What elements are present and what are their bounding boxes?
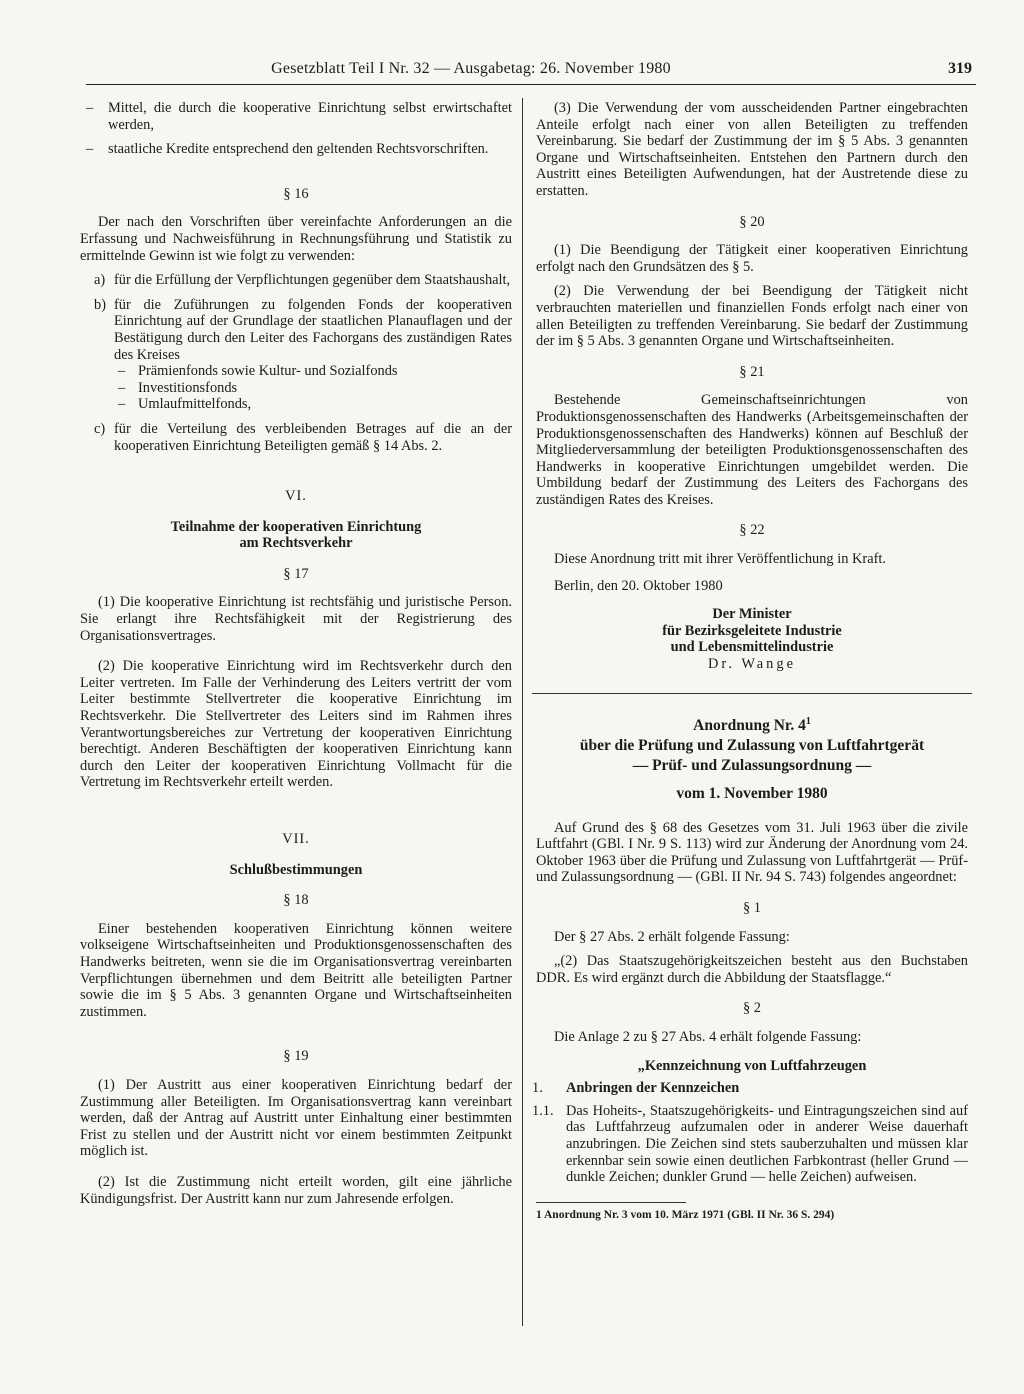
paragraph: (1) Die kooperative Einrichtung ist rechtsfähig und juristische Person. Sie erlangt ihre Rechtsfähigkeit mit der Registrierung des Organisationsvertrages. (80, 594, 512, 644)
signature-line: und Lebensmittelindustrie (670, 639, 834, 656)
place-date: Berlin, den 20. Oktober 1980 (554, 577, 723, 594)
signature-line: Der Minister (712, 606, 792, 623)
ordinance-title: Anordnung Nr. $4^1$ (693, 715, 811, 734)
chapter-number: VI. (285, 488, 307, 505)
ordinance-short-title: — Prüf- und Zulassungsordnung — (632, 756, 872, 774)
paragraph: Die Anlage 2 zu § 27 Abs. 4 erhält folgende Fassung: (554, 1028, 862, 1045)
section-heading: § 16 (283, 185, 309, 202)
page-number: 319 (948, 60, 972, 77)
signature-line: für Bezirksgeleitete Industrie (662, 622, 842, 639)
chapter-title: am Rechtsverkehr (239, 535, 353, 552)
list-item: – Investitionsfonds (118, 379, 238, 396)
section-heading: § 2 (743, 1000, 761, 1017)
right-column (532, 100, 968, 1223)
paragraph: (2) Die Verwendung der bei Beendigung der Tätigkeit nicht verbrauchten materiellen und finanziellen Fonds erfolgt nach einer von allen Beteiligten zu treffenden Vereinbarung. Sie bedarf der Zustimmung der im § 5 Abs. 3 genannten Organe und Wirtschaftseinheiten. (536, 283, 968, 350)
annex-title: „Kennzeichnung von Luftfahrzeugen (637, 1057, 867, 1074)
footnote-marker: 1 (805, 715, 811, 727)
paragraph: Bestehende Gemeinschaftseinrichtungen von Produktionsgenossenschaften des Handwerks (Arbeitsgemeinschaften der Produktionsgenossenschaften des Handwerks) können auf Beschluß der Mitgliederversammlung der beteiligten Produktionsgenossenschaften des Handwerks in kooperative Einrichtungen umgebildet werden. Die Umbildung bedarf der Zustimmung des Leiters des Fachorgans des zuständigen Rates des Kreises. (536, 392, 968, 508)
list-item: – Prämienfonds sowie Kultur- und Sozialfonds (118, 363, 398, 380)
chapter-title: Schlußbestimmungen (229, 861, 363, 878)
section-heading: § 20 (739, 213, 765, 230)
list-item: – Umlaufmittelfonds, (118, 396, 252, 413)
list-item: – Mittel, die durch die kooperative Einrichtung selbst erwirtschaftet werden, (86, 100, 512, 133)
list-item: 1. Anbringen der Kennzeichen (532, 1080, 740, 1097)
paragraph: Diese Anordnung tritt mit ihrer Veröffentlichung in Kraft. (554, 551, 886, 568)
section-heading: § 18 (283, 892, 309, 909)
section-heading: § 17 (283, 565, 309, 582)
paragraph: Einer bestehenden kooperativen Einrichtung können weitere volkseigene Wirtschaftseinheiten und Produktionsgenossenschaften des Handwerks beitreten, wenn sie die im Organisationsvertrag vereinbarten Verpflichtungen übernehmen und dem Beitritt alle beteiligten Partner sowie die im § 5 Abs. 3 genannten Organe und Wirtschaftseinheiten zustimmen. (80, 920, 512, 1020)
list-item: a) für die Erfüllung der Verpflichtungen gegenüber dem Staatshaushalt, (94, 272, 511, 289)
section-heading: § 21 (739, 363, 765, 380)
footnote: 1 Anordnung Nr. 3 vom 10. März 1971 (GBl. II Nr. 36 S. 294) (536, 1208, 835, 1221)
left-column (80, 100, 512, 1207)
list-item: c) für die Verteilung des verbleibenden Betrages auf die an der kooperativen Einrichtung Beteiligten gemäß § 14 Abs. 2. (94, 420, 512, 454)
header-title: Gesetzblatt Teil I Nr. 32 — Ausgabetag: 26. November 1980 (271, 60, 671, 77)
chapter-title: Teilnahme der kooperativen Einrichtung (170, 518, 422, 535)
paragraph: (2) Ist die Zustimmung nicht erteilt worden, gilt eine jährliche Kündigungsfrist. Der Austritt kann nur zum Jahresende erfolgen. (80, 1173, 512, 1207)
chapter-number: VII. (282, 831, 310, 847)
paragraph: (1) Der Austritt aus einer kooperativen Einrichtung bedarf der Zustimmung aller Beteiligten. Im Organisationsvertrag kann vereinbart werden, daß der Antrag auf Austritt unter Einhaltung einer bestimmten Frist zu stellen und der Austritt nicht vor einem bestimmten Zeitpunkt möglich ist. (80, 1076, 512, 1160)
paragraph: (2) Die kooperative Einrichtung wird im Rechtsverkehr durch den Leiter vertreten. Im Falle der Verhinderung des Leiters vertritt der vom Leiter bestimmte Stellvertreter die kooperative Einrichtung im Rechtsverkehr. Die Stellvertreter des Leiters sind im Rahmen ihres Verantwortungsbereiches zur Vertretung der kooperativen Einrichtung berechtigt. Anderen Beschäftigten der kooperativen Einrichtung kann durch den Leiter der kooperativen Einrichtung Vollmacht für die Vertretung im Rechtsverkehr erteilt werden. (80, 658, 512, 791)
ordinance-subject: über die Prüfung und Zulassung von Luftfahrtgerät (579, 736, 925, 754)
quote-paragraph: „(2) Das Staatszugehörigkeitszeichen besteht aus den Buchstaben DDR. Es wird ergänzt durch die Abbildung der Staatsflagge.“ (536, 953, 968, 986)
page-header (86, 58, 976, 85)
ordinance-date: vom 1. November 1980 (676, 784, 828, 802)
section-heading: § 22 (739, 522, 765, 539)
list-item: b) für die Zuführungen zu folgenden Fonds der kooperativen Einrichtung auf der Grundlage der staatlichen Planauflagen und der Bestätigung durch den Leiter des Fachorgans des zuständigen Rates des Kreises (94, 296, 512, 363)
list-item: 1.1. Das Hoheits-, Staatszugehörigkeits- und Eintragungszeichen sind auf das Luftfahrzeug aufzumalen oder in anderer Weise dauerhaft anzubringen. Die Zeichen sind stets sauberzuhalten und müssen klar erkennbar sein sowie einen deutlichen Farbkontrast (heller Grund — dunkle Zeichen; dunkler Grund — helle Zeichen) aufweisen. (532, 1102, 968, 1186)
paragraph: (1) Die Beendigung der Tätigkeit einer kooperativen Einrichtung erfolgt nach den Grundsätzen des § 5. (536, 242, 968, 275)
footnote-rule (536, 1202, 686, 1203)
paragraph: (3) Die Verwendung der vom ausscheidenden Partner eingebrachten Anteile erfolgt nach einer von allen Beteiligten zu treffenden Vereinbarung. Sie bedarf der Zustimmung der im § 5 Abs. 3 genannten Organe und Wirtschaftseinheiten. Entstehen den Partnern durch den Austritt eines Beteiligten Aufwendungen, hat der Austretende diese zu erstatten. (536, 100, 968, 199)
separator-rule (532, 693, 972, 694)
section-heading: § 1 (743, 900, 761, 916)
signatory-name: Dr. Wange (708, 656, 796, 673)
list-item: – staatliche Kredite entsprechend den geltenden Rechtsvorschriften. (86, 141, 489, 158)
paragraph: Der § 27 Abs. 2 erhält folgende Fassung: (554, 928, 790, 945)
section-heading: § 19 (283, 1048, 309, 1065)
paragraph: Auf Grund des § 68 des Gesetzes vom 31. Juli 1963 über die zivile Luftfahrt (GBl. I Nr. 9 S. 113) wird zur Änderung der Anordnung vom 24. Oktober 1963 über die Prüfung und Zulassung von Luftfahrtgerät — Prüf- und Zulassungsordnung — (GBl. II Nr. 94 S. 743) folgendes angeordnet: (536, 819, 968, 886)
column-divider (522, 98, 523, 1326)
paragraph: Der nach den Vorschriften über vereinfachte Anforderungen an die Erfassung und Nachweisführung in Rechnungsführung und Statistik zu ermittelnde Gewinn ist wie folgt zu verwenden: (80, 214, 512, 264)
